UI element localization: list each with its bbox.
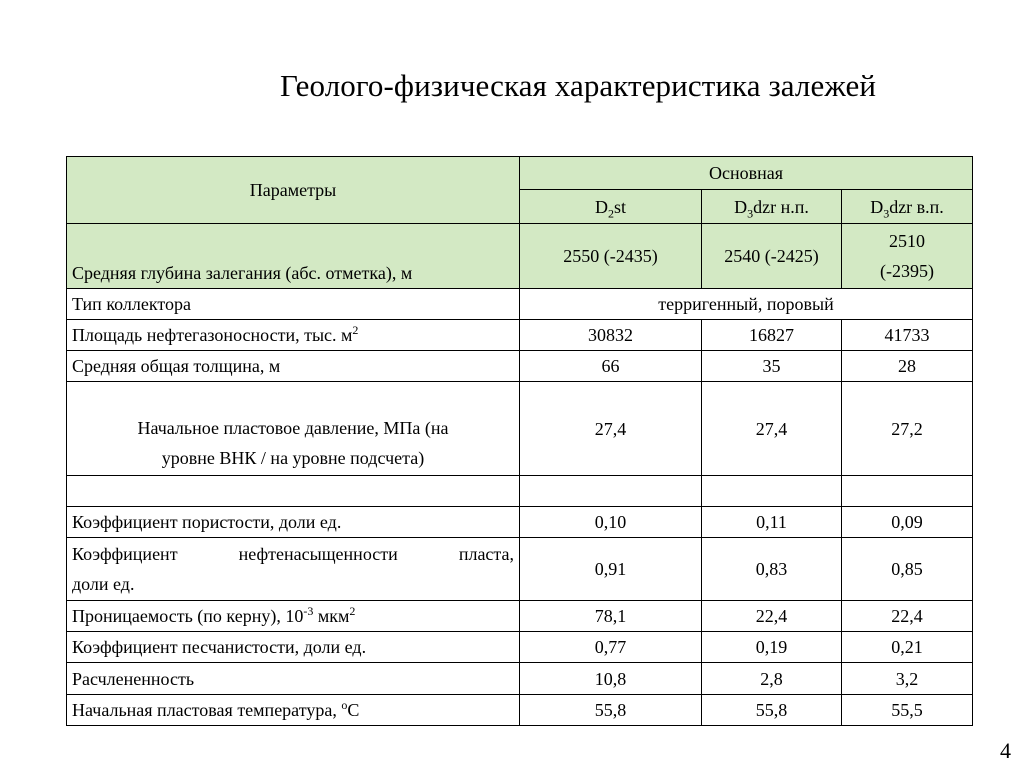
empty-row (67, 476, 973, 507)
collector-label: Тип коллектора (67, 289, 520, 320)
area-row (67, 320, 973, 351)
permeability-row (67, 601, 973, 632)
dissection-label: Расчлененность (67, 663, 520, 695)
permeability-value-1: 78,1 (520, 601, 702, 632)
porosity-row (67, 507, 973, 538)
pressure-row (67, 382, 973, 476)
page-title: Геолого-физическая характеристика залежей (279, 68, 877, 103)
area-value-2: 16827 (702, 320, 842, 351)
collector-value: терригенный, поровый (520, 289, 973, 320)
porosity-value-2: 0,11 (702, 507, 842, 538)
pressure-value-3: 27,2 (842, 382, 973, 476)
porosity-value-1: 0,10 (520, 507, 702, 538)
porosity-label: Коэффициент пористости, доли ед. (67, 507, 520, 538)
sand-label: Коэффициент песчанистости, доли ед. (67, 632, 520, 663)
area-value-1: 30832 (520, 320, 702, 351)
empty-cell (520, 476, 702, 507)
thickness-label: Средняя общая толщина, м (67, 351, 520, 382)
area-value-3: 41733 (842, 320, 973, 351)
sand-row (67, 632, 973, 663)
permeability-value-3: 22,4 (842, 601, 973, 632)
porosity-value-3: 0,09 (842, 507, 973, 538)
group-header: Основная (520, 157, 973, 190)
temperature-row (67, 695, 973, 726)
params-header: Параметры (67, 157, 520, 224)
dissection-row (67, 663, 973, 695)
sand-value-2: 0,19 (702, 632, 842, 663)
thickness-value-3: 28 (842, 351, 973, 382)
col-header-d3dzr-np: $D_3dzr$ н.п. (702, 190, 842, 224)
dissection-value-3: 3,2 (842, 663, 973, 695)
table-container (66, 156, 973, 726)
permeability-label: Проницаемость (по керну), $10^{-3}$ мкм$^2$ (67, 601, 520, 632)
page-number: 4 (1000, 738, 1011, 763)
header-row-1 (67, 157, 973, 190)
thickness-value-1: 66 (520, 351, 702, 382)
depth-label: Средняя глубина залегания (абс. отметка), м (67, 224, 520, 289)
area-label: Площадь нефтегазоносности, тыс. $м^2$ (67, 320, 520, 351)
sand-value-3: 0,21 (842, 632, 973, 663)
col-header-d3dzr-vp: $D_3dzr$ в.п. (842, 190, 973, 224)
temperature-label: Начальная пластовая температура, $^о$С (67, 695, 520, 726)
pressure-value-2: 27,4 (702, 382, 842, 476)
depth-value-2: 2540 (-2425) (702, 224, 842, 289)
depth-value-1: 2550 (-2435) (520, 224, 702, 289)
depth-row (67, 224, 973, 289)
collector-row (67, 289, 973, 320)
sand-value-1: 0,77 (520, 632, 702, 663)
empty-cell (702, 476, 842, 507)
pressure-label: Начальное пластовое давление, МПа (на уровне ВНК / на уровне подсчета) (67, 382, 520, 476)
empty-cell (67, 476, 520, 507)
depth-value-3: 2510 (-2395) (842, 224, 973, 289)
temperature-value-3: 55,5 (842, 695, 973, 726)
permeability-value-2: 22,4 (702, 601, 842, 632)
temperature-value-1: 55,8 (520, 695, 702, 726)
thickness-row (67, 351, 973, 382)
saturation-row (67, 538, 973, 601)
saturation-value-3: 0,85 (842, 538, 973, 601)
thickness-value-2: 35 (702, 351, 842, 382)
saturation-value-2: 0,83 (702, 538, 842, 601)
dissection-value-2: 2,8 (702, 663, 842, 695)
saturation-label: Коэффициент нефтенасыщенности пласта, доли ед. (67, 538, 520, 601)
col-header-d2st: $D_2st$ (520, 190, 702, 224)
dissection-value-1: 10,8 (520, 663, 702, 695)
empty-cell (842, 476, 973, 507)
temperature-value-2: 55,8 (702, 695, 842, 726)
pressure-value-1: 27,4 (520, 382, 702, 476)
saturation-value-1: 0,91 (520, 538, 702, 601)
reservoir-characteristics-table (66, 156, 973, 726)
